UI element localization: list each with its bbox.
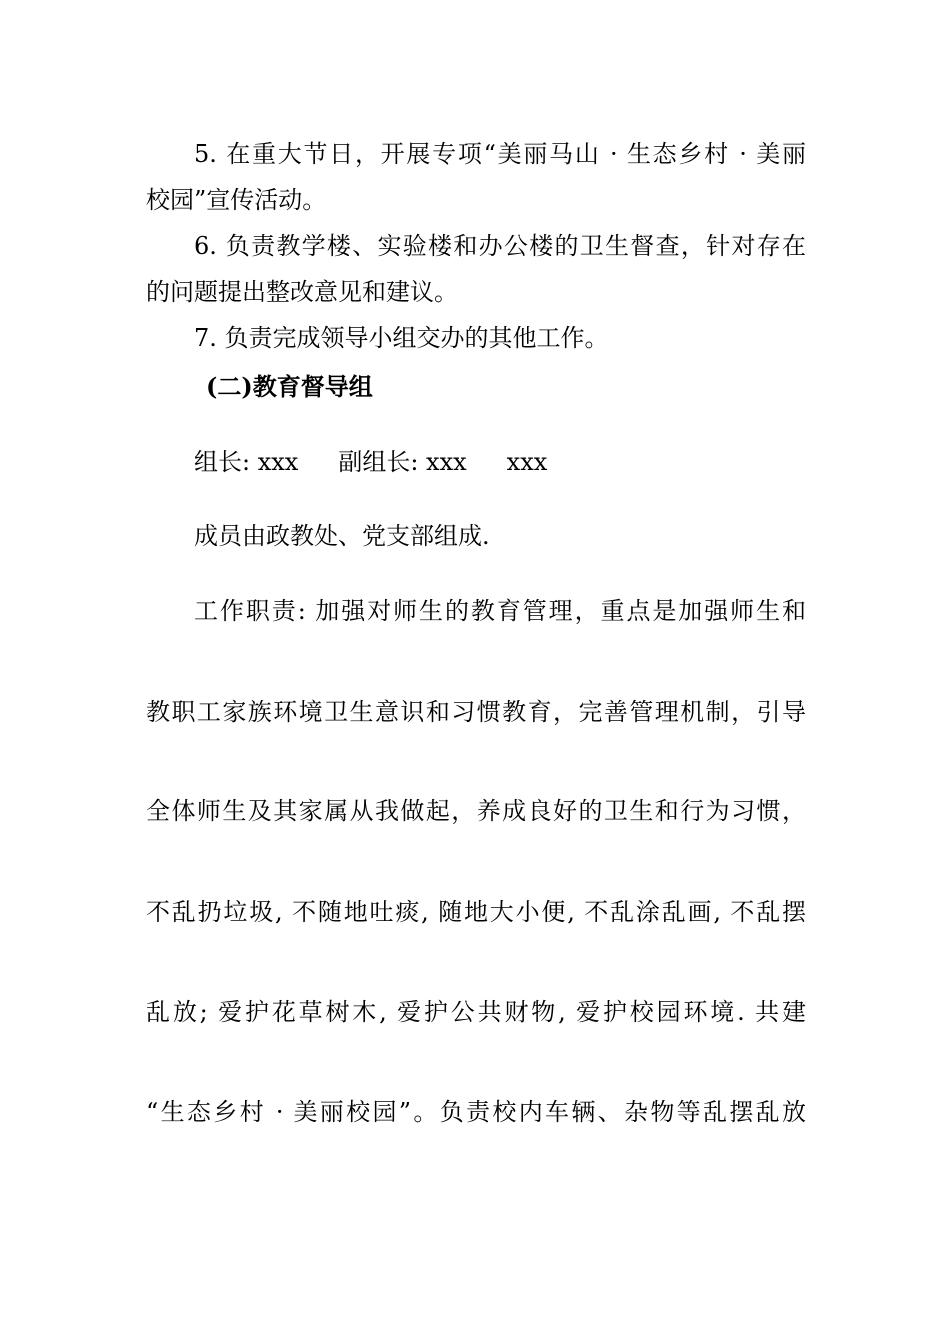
item-6-line-1: 6. 负责教学楼、实验楼和办公楼的卫生督查，针对存在 (194, 232, 806, 260)
section-heading: (二)教育督导组 (206, 372, 373, 401)
duties-line-3: 全体师生及其家属从我做起，养成良好的卫生和行为习惯， (146, 797, 806, 825)
duties-line-1: 工作职责: 加强对师生的教育管理，重点是加强师生和 (194, 597, 806, 625)
deputy-2-text: xxx (506, 448, 548, 476)
item-5-line-1: 5. 在重大节日，开展专项“美丽马山 · 生态乡村 · 美丽 (194, 140, 806, 168)
leader-line (194, 447, 806, 477)
leader-text: 组长: xxx (194, 448, 299, 476)
duties-line-2: 教职工家族环境卫生意识和习惯教育，完善管理机制，引导 (146, 698, 806, 726)
deputy-text: 副组长: xxx (338, 448, 467, 476)
members-line: 成员由政教处、党支部组成. (194, 522, 490, 550)
duties-line-5: 乱放; 爱护花草树木, 爱护公共财物, 爱护校园环境. 共建 (146, 998, 806, 1026)
item-6-line-2: 的问题提出整改意见和建议。 (146, 278, 458, 306)
item-5-line-2: 校园”宣传活动。 (146, 186, 327, 214)
duties-line-4: 不乱扔垃圾, 不随地吐痰, 随地大小便, 不乱涂乱画, 不乱摆 (146, 898, 806, 926)
item-7-line-1: 7. 负责完成领导小组交办的其他工作。 (194, 324, 609, 352)
duties-line-6: “生态乡村 · 美丽校园”。负责校内车辆、杂物等乱摆乱放 (146, 1098, 806, 1126)
